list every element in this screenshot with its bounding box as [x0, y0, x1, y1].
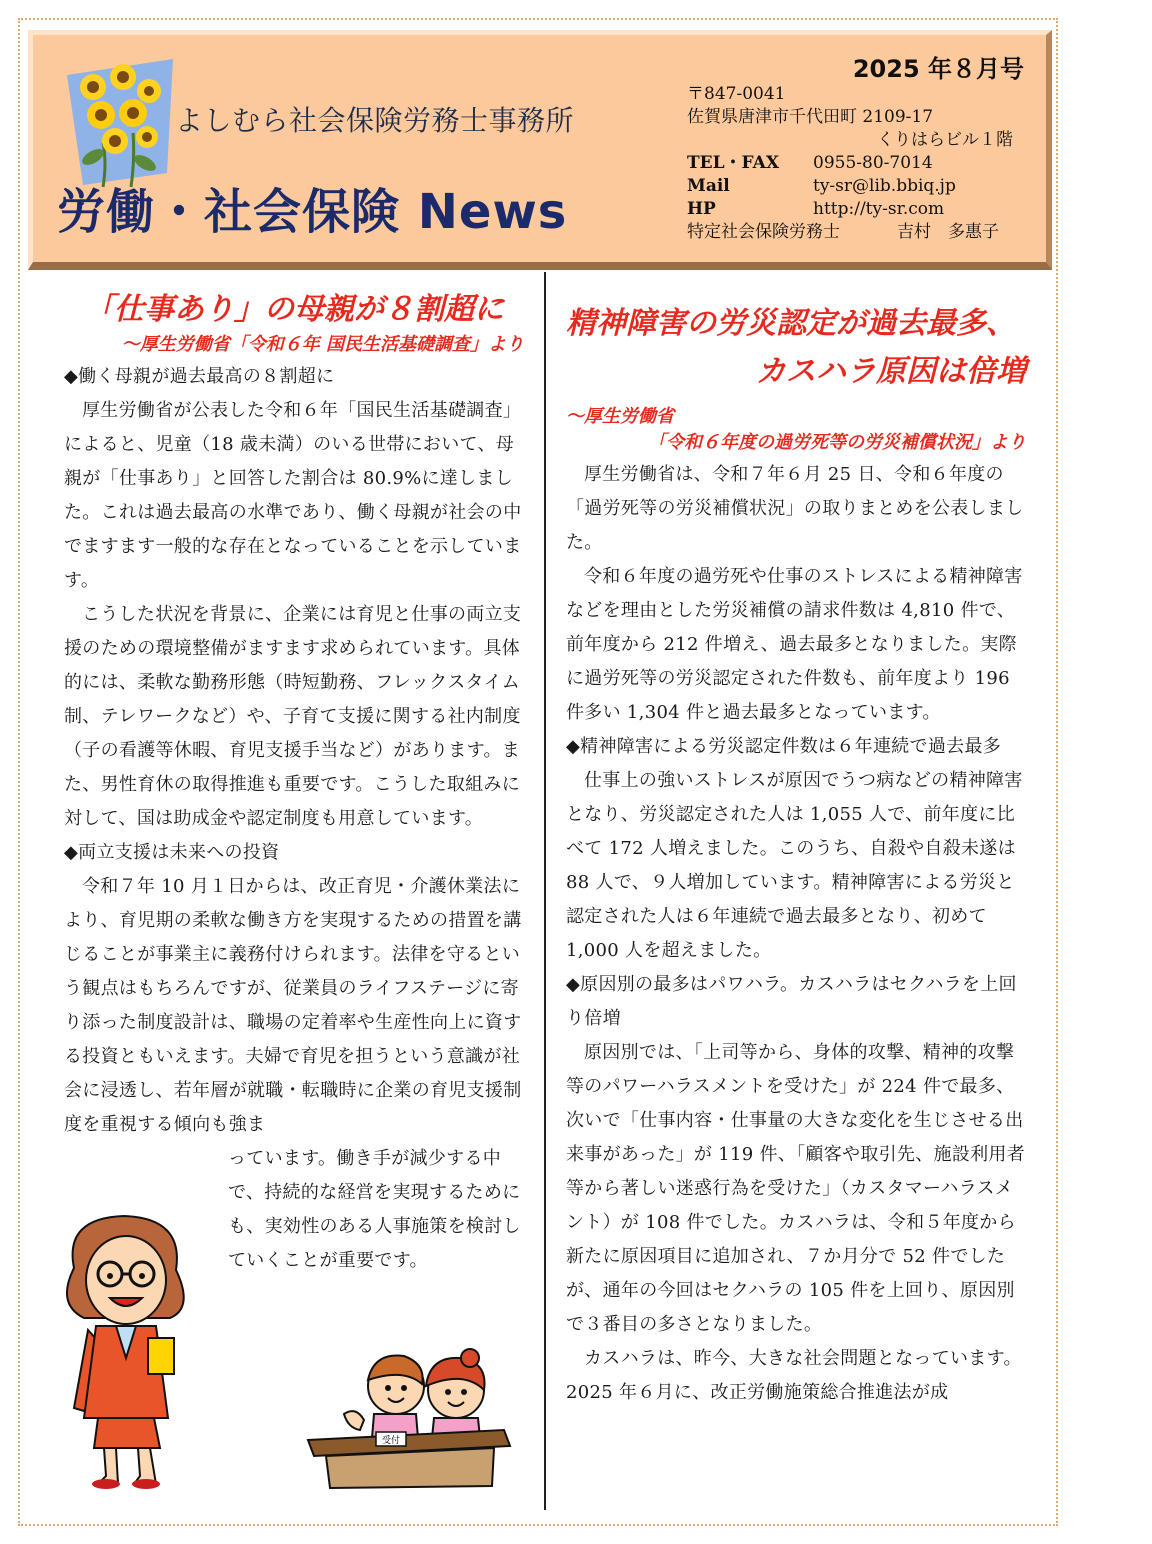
person-name: 吉村 多惠子	[897, 222, 999, 242]
right-paragraph-1: 厚生労働省は、令和７年６月 25 日、令和６年度の「過労死等の労災補償状況」の取りまとめを公表しました。	[566, 464, 1024, 553]
businesswoman-illustration	[44, 1208, 214, 1490]
right-heading-1: ◆精神障害による労災認定件数は６年連続で過去最多	[566, 736, 1002, 757]
right-paragraph-5: カスハラは、昨今、大きな社会問題となっています。2025 年６月に、改正労働施策総合推進法が成	[566, 1348, 1022, 1403]
left-paragraph-3: 令和７年 10 月１日からは、改正育児・介護休業法により、育児期の柔軟な働き方を実現するための措置を講じることが事業主に義務付けられます。法律を守るという観点はもちろんですが、従業員のライフステージに寄り添った制度設計は、職場の定着率や生産性向上に資する投資ともいえます。夫婦で育児を担うという意識が社会に浸透し、若年層が就職・転職時に企業の育児支援制度を重視する傾向も強ま	[64, 876, 522, 1135]
mail-row	[687, 175, 1013, 198]
person-row	[687, 221, 1013, 244]
mail-value[interactable]: ty-sr@lib.bbiq.jp	[813, 176, 956, 196]
reception-desk-illustration	[304, 1344, 514, 1490]
left-paragraph-2: こうした状況を背景に、企業には育児と仕事の両立支援のための環境整備がますます求められています。具体的には、柔軟な勤務形態（時短勤務、フレックスタイム制、テレワークなど）や、子育て支援に関する社内制度（子の看護等休暇、育児支援手当など）があります。また、男性育休の取得推進も重要です。こうした取組みに対して、国は助成金や認定制度も用意しています。	[64, 604, 522, 829]
left-article	[64, 290, 524, 1278]
right-article	[566, 290, 1026, 1410]
tel-row	[687, 152, 1013, 175]
address-line-2: くりはらビル１階	[877, 130, 1013, 150]
right-article-subtitle-2: 「令和６年度の過労死等の労災補償状況」より	[648, 432, 1026, 453]
left-heading-2: ◆両立支援は未来への投資	[64, 842, 280, 863]
right-paragraph-3: 仕事上の強いストレスが原因でうつ病などの精神障害となり、労災認定された人は 1,055 人で、前年度に比べて 172 人増えました。このうち、自殺や自殺未遂は 88 人で、９人増加しています。精神障害による労災と認定された人は６年連続で過去最多となり、初めて 1,000 人を超えました。	[566, 770, 1023, 961]
right-paragraph-4: 原因別では、「上司等から、身体的攻撃、精神的攻撃等のパワーハラスメントを受けた」が 224 件で最多、次いで「仕事内容・仕事量の大きな変化を生じさせる出来事があった」が 119 件、「顧客や取引先、施設利用者等から著しい迷惑行為を受けた」（カスタマーハラスメント）が 108 件でした。カスハラは、令和５年度から新たに原因項目に追加され、７か月分で 52 件でしたが、通年の今回はセクハラの 105 件を上回り、原因別で３番目の多さとなりました。	[566, 1042, 1026, 1335]
left-article-title: 「仕事あり」の母親が８割超に	[84, 292, 504, 327]
hp-label: HP	[687, 199, 716, 219]
left-paragraph-1: 厚生労働省が公表した令和６年「国民生活基礎調査」によると、児童（18 歳未満）のいる世帯において、母親が「仕事あり」と回答した割合は 80.9%に達しました。これは過去最高の水準であり、働く母親が社会の中でますます一般的な存在となっていることを示しています。	[64, 400, 522, 591]
mail-label: Mail	[687, 176, 730, 196]
right-article-title-line-2: カスハラ原因は倍増	[756, 354, 1026, 389]
desk-sign-text: 受付	[381, 1436, 401, 1446]
postal-code: 〒847-0041	[687, 84, 786, 104]
right-article-subtitle-1: ～厚生労働省	[566, 406, 674, 427]
hp-row	[687, 198, 1013, 221]
right-paragraph-2: 令和６年度の過労死や仕事のストレスによる精神障害などを理由とした労災補償の請求件数は 4,810 件で、前年度から 212 件増え、過去最多となりました。実際に過労死等の労災認定された件数も、前年度より 196 件多い 1,304 件と過去最多となっています。	[566, 566, 1023, 723]
tel-value: 0955-80-7014	[813, 153, 933, 173]
person-title: 特定社会保険労務士	[687, 222, 840, 242]
column-divider	[544, 272, 546, 1510]
tel-label: TEL・FAX	[687, 153, 780, 173]
issue-date: 2025 年８月号	[852, 55, 1024, 83]
contact-block	[687, 83, 1013, 244]
office-name: よしむら社会保険労務士事務所	[175, 104, 575, 137]
right-article-title-line-1: 精神障害の労災認定が過去最多、	[566, 306, 1016, 341]
left-paragraph-3-cont: っています。働き手が減少する中で、持続的な経営を実現するためにも、実効性のある人事施策を検討していくことが重要です。	[228, 1148, 521, 1271]
masthead	[28, 30, 1052, 270]
sunflower-logo	[63, 53, 181, 193]
newsletter-title: 労働・社会保険 News	[57, 184, 568, 240]
right-heading-2: ◆原因別の最多はパワハラ。カスハラはセクハラを上回り倍増	[566, 974, 1017, 1029]
left-article-subtitle: ～厚生労働省「令和６年 国民生活基礎調査」より	[121, 334, 524, 355]
left-article-body	[64, 360, 524, 1278]
left-heading-1: ◆働く母親が過去最高の８割超に	[64, 366, 335, 387]
right-article-body	[566, 458, 1026, 1410]
address-line-1: 佐賀県唐津市千代田町 2109-17	[687, 107, 934, 127]
hp-link[interactable]: http://ty-sr.com	[813, 199, 945, 219]
